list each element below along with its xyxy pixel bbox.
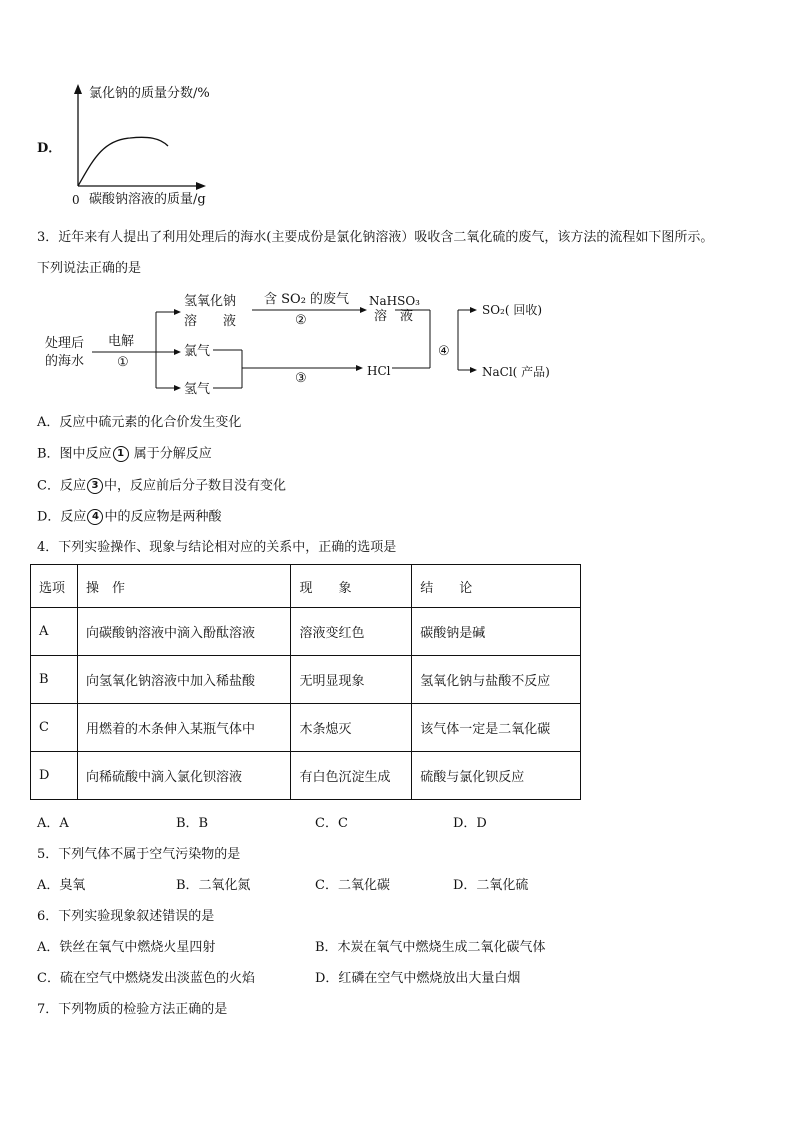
flow-so2-gas-label: 含 SO₂ 的废气 <box>264 292 350 307</box>
q5-option-a: A．臭氧 <box>37 878 86 893</box>
q5-stem: 5．下列气体不属于空气污染物的是 <box>37 847 241 862</box>
q6-option-d: D．红磷在空气中燃烧放出大量白烟 <box>315 971 521 986</box>
table-cell: 木条熄灭 <box>291 704 412 752</box>
q2d-y-axis-label: 氯化钠的质量分数/% <box>89 86 210 101</box>
table-cell: D <box>31 752 78 800</box>
flow-step1-label: ① <box>117 355 129 370</box>
header-cell: 选项 <box>31 565 78 608</box>
q2d-x-axis-label: 碳酸钠溶液的质量/g <box>89 192 206 207</box>
flow-step3-label: ③ <box>295 371 307 386</box>
flow-nahso3-line2: 溶 液 <box>374 309 414 324</box>
flow-nacl-product-label: NaCl( 产品) <box>482 365 550 379</box>
flow-hydrogen-label: 氢气 <box>184 382 211 397</box>
q6-stem: 6．下列实验现象叙述错误的是 <box>37 909 215 924</box>
header-cell: 操 作 <box>77 565 291 608</box>
flow-so2-recover-label: SO₂( 回收) <box>482 303 543 317</box>
table-cell: 有白色沉淀生成 <box>291 752 412 800</box>
table-row <box>31 704 581 752</box>
flow-nahso3-line1: NaHSO₃ <box>369 294 420 308</box>
flow-naoh-line1: 氢氧化钠 <box>184 294 237 309</box>
table-header-row <box>31 565 581 608</box>
header-cell: 结 论 <box>412 565 581 608</box>
table-cell: 向氢氧化钠溶液中加入稀盐酸 <box>77 656 291 704</box>
q4-stem: 4．下列实验操作、现象与结论相对应的关系中，正确的选项是 <box>37 540 397 555</box>
table-row <box>31 656 581 704</box>
flow-step2-label: ② <box>295 313 307 328</box>
table-cell: 硫酸与氯化钡反应 <box>412 752 581 800</box>
flow-step4-label: ④ <box>438 344 450 359</box>
q4-option-a: A．A <box>37 816 69 831</box>
table-cell: 碳酸钠是碱 <box>412 608 581 656</box>
flow-naoh-line2: 溶 液 <box>184 314 237 329</box>
q3-option-c: C．反应 3 中，反应前后分子数目没有变化 <box>37 478 286 494</box>
q6-option-a: A．铁丝在氧气中燃烧火星四射 <box>37 940 216 955</box>
q4-option-b: B．B <box>176 816 209 831</box>
q3-option-b: B．图中反应 1 属于分解反应 <box>37 446 212 462</box>
flow-start-line2: 的海水 <box>45 354 85 369</box>
q6-option-c: C．硫在空气中燃烧发出淡蓝色的火焰 <box>37 971 255 986</box>
q5-option-c: C．二氧化碳 <box>315 878 390 893</box>
table-cell: B <box>31 656 78 704</box>
q7-stem: 7．下列物质的检验方法正确的是 <box>37 1002 228 1017</box>
curve <box>78 137 168 186</box>
table-row <box>31 608 581 656</box>
circled-number-1-icon: 1 <box>113 446 129 462</box>
q6-option-b: B．木炭在氧气中燃烧生成二氧化碳气体 <box>315 940 546 955</box>
table-cell: A <box>31 608 78 656</box>
table-cell: C <box>31 704 78 752</box>
table-row <box>31 752 581 800</box>
q4-option-d: D．D <box>453 816 487 831</box>
table-cell: 无明显现象 <box>291 656 412 704</box>
q5-option-b: B．二氧化氮 <box>176 878 251 893</box>
q2-option-d-label: D． <box>37 141 62 156</box>
table-cell: 溶液变红色 <box>291 608 412 656</box>
table-cell: 该气体一定是二氧化碳 <box>412 704 581 752</box>
header-cell: 现 象 <box>291 565 412 608</box>
q3-option-a: A．反应中硫元素的化合价发生变化 <box>37 415 242 430</box>
q3-stem-line2: 下列说法正确的是 <box>37 261 142 276</box>
q4-table <box>30 564 581 800</box>
table-cell: 向稀硫酸中滴入氯化钡溶液 <box>77 752 291 800</box>
q4-option-c: C．C <box>315 816 348 831</box>
x-axis-arrow <box>196 182 206 190</box>
flow-start-line1: 处理后 <box>45 336 85 351</box>
table-cell: 用燃着的木条伸入某瓶气体中 <box>77 704 291 752</box>
flow-electrolysis-label: 电解 <box>108 334 135 349</box>
circled-number-3-icon: 3 <box>87 478 103 494</box>
table-cell: 氢氧化钠与盐酸不反应 <box>412 656 581 704</box>
flow-hcl-label: HCl <box>367 364 391 378</box>
q3-stem-line1: 3．近年来有人提出了利用处理后的海水(主要成份是氯化钠溶液）吸收含二氧化硫的废气，该方法的流程如下图所示。 <box>37 230 714 245</box>
flow-chlorine-label: 氯气 <box>184 344 211 359</box>
circled-number-4-icon: 4 <box>87 509 103 525</box>
q5-option-d: D．二氧化硫 <box>453 878 529 893</box>
q2d-origin: 0 <box>72 193 80 207</box>
y-axis-arrow <box>74 84 82 94</box>
table-cell: 向碳酸钠溶液中滴入酚酞溶液 <box>77 608 291 656</box>
q3-option-d: D．反应 4 中的反应物是两种酸 <box>37 509 222 525</box>
